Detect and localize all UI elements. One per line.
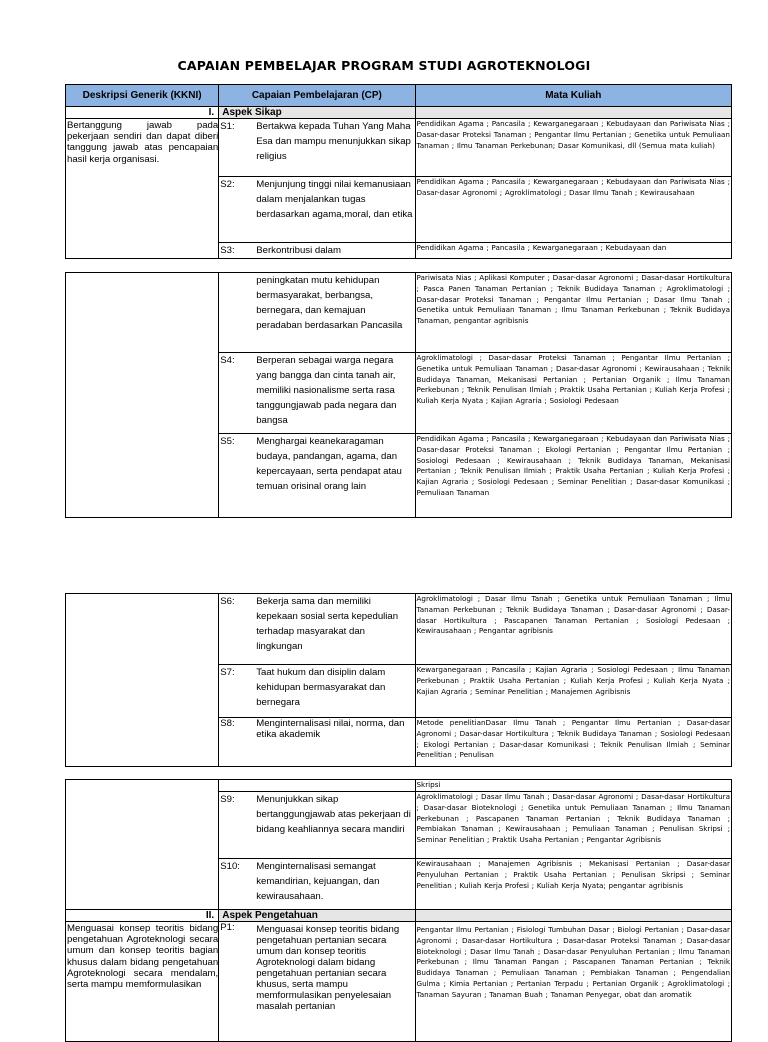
cp-cell-s3-cont <box>219 273 415 353</box>
page-title: CAPAIAN PEMBELAJAR PROGRAM STUDI AGROTEKNOLOGI <box>177 58 591 73</box>
table-header-row <box>66 85 732 107</box>
section-number: I. <box>66 107 219 119</box>
table-row <box>66 119 732 177</box>
cp-text: Taat hukum dan disiplin dalam kehidupan bermasyarakat dan bernegara <box>256 667 386 708</box>
mk-cell-s4: Agroklimatologi ; Dasar-dasar Proteksi Tanaman ; Pengantar Ilmu Pertanian ; Genetika untuk Pemuliaan Tanaman ; Dasar-dasar Agronomi ; Kewirausahaan ; Teknik Budidaya Tanaman, Mekanisasi Pertanian ; Pertanian Organik ; Ilmu Tanaman Perkebunan ; Teknik Penulisan Ilmiah ; Praktik Usaha Pertanian ; Kuliah Kerja Profesi ; Kuliah Kerja Nyata ; Kajian Agraria ; Sosiologi Pedesaan <box>415 353 732 434</box>
cp-code: S5: <box>220 436 235 447</box>
cp-text: Bertakwa kepada Tuhan Yang Maha Esa dan mampu menunjukkan sikap religius <box>256 121 411 162</box>
cp-cell-s2 <box>219 177 415 243</box>
cp-code: S6: <box>220 596 235 607</box>
cp-code: S1: <box>220 121 235 132</box>
header-deskripsi: Deskripsi Generik (KKNI) <box>66 85 219 107</box>
cp-text: Menginternalisasi semangat kemandirian, kejuangan, dan kewirausahaan. <box>256 861 380 902</box>
section-label: Aspek Sikap <box>219 107 415 119</box>
mk-cell-s6: Agroklimatologi ; Dasar Ilmu Tanah ; Genetika untuk Pemuliaan Tanaman ; Ilmu Tanaman Perkebunan ; Teknik Budidaya Tanaman ; Dasar-dasar Agronomi ; Dasar-dasar Hortikultura ; Pascapanen Tanaman Pertanian ; Sosiologi Pedesaan ; Kewirausahaan ; Pengantar agribisnis <box>415 594 732 665</box>
cp-cell-s10 <box>219 859 415 910</box>
table-row <box>66 273 732 353</box>
cp-code: S2: <box>220 179 235 190</box>
mk-cell-p1: Pengantar Ilmu Pertanian ; Fisiologi Tumbuhan Dasar ; Biologi Pertanian ; Dasar-dasar Agronomi ; Dasar-dasar Hortikultura ; Dasar-dasar Proteksi Tanaman ; Dasar-dasar Bioteknologi ; Dasar Ilmu Tanah ; Dasar-dasar Penyuluhan Pertanian ; Ilmu Tanaman Perkebunan ; Ilmu Tanaman Pangan ; Pascapanen Tanaman Pertanian ; Teknik Budidaya Tanaman ; Pemuliaan Tanaman ; Pembiakan Tanaman ; Pengendalian Gulma ; Kimia Pertanian ; Pertanian Terpadu ; Pertanian Organik ; Agroklimatologi ; Tanaman Sayuran ; Tanaman Buah ; Tanaman Penyegar, obat dan aromatik <box>415 922 732 1042</box>
cp-code: S9: <box>220 794 235 805</box>
cp-table-block-4 <box>65 779 732 1042</box>
cp-text: peningkatan mutu kehidupan bermasyarakat, berbangsa, bernegara, dan kemajuan peradaban berdasarkan Pancasila <box>256 275 403 331</box>
cp-text: Berperan sebagai warga negara yang bangga dan cinta tanah air, memiliki nasionalisme serta rasa tanggungjawab pada negara dan bangsa <box>256 355 397 426</box>
cp-code: S4: <box>220 355 235 366</box>
section-label: Aspek Pengetahuan <box>219 910 415 922</box>
deskripsi-cell-pengetahuan: Menguasai konsep teoritis bidang pengetahuan Agroteknologi secara umum dan konsep teoritis bagian khusus dalam bidang pengetahuan Agroteknologi secara mendalam, serta mampu memformulasikan <box>66 922 219 1042</box>
mk-cell-s7: Kewarganegaraan ; Pancasila ; Kajian Agraria ; Sosiologi Pedesaan ; Ilmu Tanaman Perkebunan ; Praktik Usaha Pertanian ; Kuliah Kerja Profesi ; Kuliah Kerja Nyata ; Kajian Agraria ; Seminar Penelitian ; Manajemen Agribisnis <box>415 665 732 718</box>
mk-cell-s3: Pendidikan Agama ; Pancasila ; Kewarganegaraan ; Kebudayaan dan <box>415 243 732 259</box>
mk-cell-s8-cont: Skripsi <box>415 780 732 792</box>
cp-cell-s6 <box>219 594 415 665</box>
mk-cell-s8: Metode penelitianDasar Ilmu Tanah ; Pengantar Ilmu Pertanian ; Dasar-dasar Agronomi ; Dasar-dasar Hortikultura ; Teknik Budidaya Tanaman ; Sosiologi Pedesaan ; Ekologi Pertanian ; Dasar-dasar Komunikasi ; Teknik Penulisan Ilmiah ; Seminar Penelitian ; Penulisan <box>415 718 732 767</box>
cp-table-block-2 <box>65 272 732 518</box>
section-row-sikap <box>66 107 732 119</box>
cp-text: Bekerja sama dan memiliki kepekaan sosial serta kepedulian terhadap masyarakat dan lingkungan <box>256 596 399 652</box>
cp-cell-s3 <box>219 243 415 259</box>
cp-code: S3: <box>220 245 235 256</box>
cp-cell-s9 <box>219 792 415 859</box>
cp-text: Berkontribusi dalam <box>256 245 342 256</box>
header-cp: Capaian Pembelajaran (CP) <box>219 85 415 107</box>
mk-cell-s9: Agroklimatologi ; Dasar Ilmu Tanah ; Dasar-dasar Agronomi ; Dasar-dasar Hortikultura ; Dasar-dasar Bioteknologi ; Genetika untuk Pemuliaan Tanaman ; Ilmu Tanaman Perkebunan ; Pascapanen Tanaman Pertanian ; Teknik Budidaya Tanaman ; Pembiakan Tanaman ; Kewirausahaan ; Pemuliaan Tanaman ; Penulisan Skripsi ; Seminar Penelitian ; Praktik Usaha Pertanian ; Pengantar Agribisnis <box>415 792 732 859</box>
cp-text: Menunjukkan sikap bertanggungjawab atas pekerjaan di bidang keahliannya secara mandiri <box>256 794 411 835</box>
mk-cell-s5: Pendidikan Agama ; Pancasila ; Kewarganegaraan ; Kebudayaan dan Pariwisata Nias ; Dasar-dasar Proteksi Tanaman ; Ekologi Pertanian ; Pengantar Ilmu Pertanian ; Sosiologi Pedesaan ; Kewirausahaan ; Teknik Budidaya Tanaman, Mekanisasi Pertanian ; Teknik Penulisan Ilmiah ; Praktik Usaha Pertanian ; Kuliah Kerja Profesi ; Kajian Agraria ; Sosiologi Pedesaan ; Seminar Penelitian ; Dasar-dasar Komunikasi ; Pemuliaan Tanaman <box>415 434 732 518</box>
cp-cell-s7 <box>219 665 415 718</box>
cp-text: Menghargai keanekaragaman budaya, pandangan, agama, dan kepercayaan, serta pendapat atau temuan orisinal orang lain <box>256 436 402 492</box>
cp-cell-s1 <box>219 119 415 177</box>
deskripsi-cell: Bertanggung jawab pada pekerjaan sendiri dan dapat diberi tanggung jawab atas pencapaian hasil kerja organisasi. <box>66 119 219 259</box>
cp-table-block-1 <box>65 84 732 259</box>
cp-code: S7: <box>220 667 235 678</box>
cp-table-block-3 <box>65 593 732 767</box>
mk-cell-s10: Kewirausahaan ; Manajemen Agribisnis ; Mekanisasi Pertanian ; Dasar-dasar Penyuluhan Pertanian ; Praktik Usaha Pertanian ; Penulisan Skripsi ; Seminar Penelitian ; Kuliah Kerja Profesi ; Kuliah Kerja Nyata; pengantar agribisnis <box>415 859 732 910</box>
section-number: II. <box>66 910 219 922</box>
cp-text: Menjunjung tinggi nilai kemanusiaan dalam menjalankan tugas berdasarkan agama,moral, dan etika <box>256 179 413 220</box>
mk-cell-s3-cont: Pariwisata Nias ; Aplikasi Komputer ; Dasar-dasar Agronomi ; Dasar-dasar Hortikultura ; Pasca Panen Tanaman Pertanian ; Teknik Budidaya Tanaman ; Agroklimatologi ; Dasar-dasar Proteksi Tanaman ; Pengantar Ilmu Pertanian ; Dasar Ilmu Tanah ; Genetika untuk Pemuliaan Tanaman ; Ilmu Tanaman Perkebunan ; Teknik Budidaya Tanaman, pengantar agribisnis <box>415 273 732 353</box>
cp-cell-s8 <box>219 718 415 767</box>
cp-code: S8: <box>220 718 235 729</box>
section-row-pengetahuan <box>66 910 732 922</box>
table-row <box>66 594 732 665</box>
cp-cell-s5 <box>219 434 415 518</box>
mk-cell-s2: Pendidikan Agama ; Pancasila ; Kewarganegaraan ; Kebudayaan dan Pariwisata Nias ; Dasar-dasar Agronomi ; Agroklimatologi ; Dasar Ilmu Tanah ; Kewirausahaan <box>415 177 732 243</box>
header-mata-kuliah: Mata Kuliah <box>415 85 732 107</box>
table-row <box>66 780 732 792</box>
cp-text: Menginternalisasi nilai, norma, dan etika akademik <box>256 718 405 740</box>
cp-cell-s4 <box>219 353 415 434</box>
mk-cell-s1: Pendidikan Agama ; Pancasila ; Kewarganegaraan ; Kebudayaan dan Pariwisata Nias ; Dasar-dasar Proteksi Tanaman ; Pengantar Ilmu Pertanian ; Genetika untuk Pemuliaan Tanaman ; Ilmu Tanaman Perkebunan; Dasar Komunikasi, dll (Semua mata kuliah) <box>415 119 732 177</box>
cp-code: P1: <box>220 922 235 933</box>
cp-code: S10: <box>220 861 240 872</box>
cp-text: Menguasai konsep teoritis bidang pengetahuan pertanian secara umum dan konsep teoritis Agroteknologi dalam bidang pengetahuan pertanian secara khusus, serta mampu memformulasikan penyelesaian masalah pertanian <box>256 924 400 1012</box>
